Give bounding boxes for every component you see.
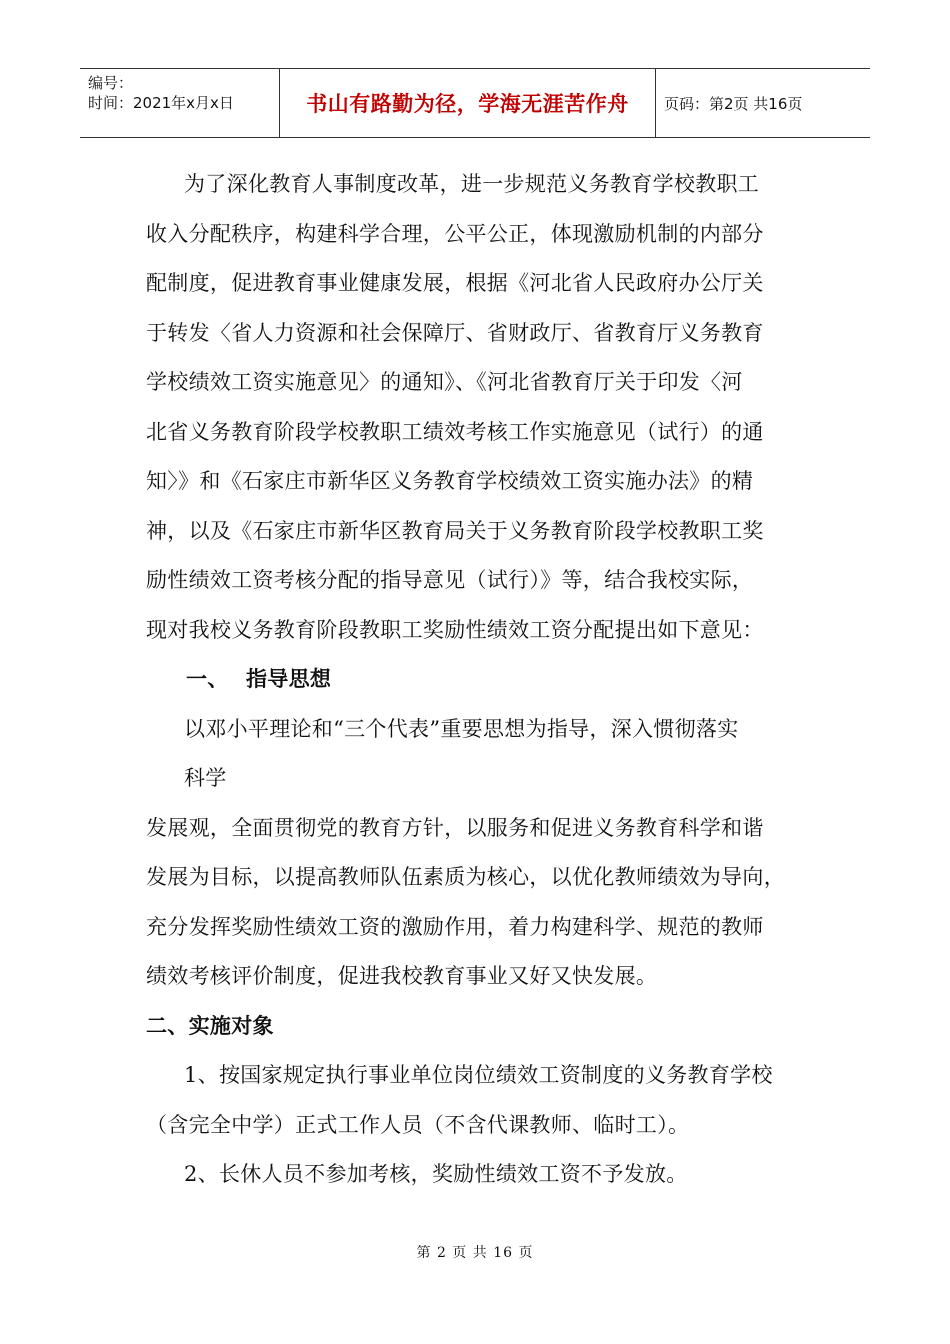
header-motto: 书山有路勤为径，学海无涯苦作舟	[280, 69, 656, 137]
para1-line: 励性绩效工资考核分配的指导意见（试行）》等，结合我校实际，	[146, 568, 754, 592]
para1-line: 知〉》和《石家庄市新华区义务教育学校绩效工资实施办法》的精	[146, 469, 754, 493]
para2-line: 发展为目标，以提高教师队伍素质为核心，以优化教师绩效为导向，	[146, 865, 785, 889]
item1-line: （含完全中学）正式工作人员（不含代课教师、临时工）。	[146, 1112, 690, 1137]
para1-line: 于转发〈省人力资源和社会保障厅、省财政厅、省教育厅义务教育	[146, 320, 764, 345]
page-footer: 第 2 页 共 16 页	[416, 1245, 534, 1261]
para1-line: 北省义务教育阶段学校教职工绩效考核工作实施意见（试行）的通	[146, 419, 764, 444]
code-label: 编号：	[88, 74, 134, 92]
para1-line: 学校绩效工资实施意见〉的通知》、《河北省教育厅关于印发〈河	[146, 370, 743, 394]
para1-line: 配制度，促进教育事业健康发展，根据《河北省人民政府办公厅关	[146, 271, 764, 295]
header-page-info: 页码：第2页 共16页	[664, 94, 803, 113]
section-heading-1	[146, 655, 814, 705]
para2-line: 绩效考核评价制度，促进我校教育事业又好又快发展。	[146, 964, 658, 988]
para2-line: 充分发挥奖励性绩效工资的激励作用，着力构建科学、规范的教师	[146, 914, 764, 939]
para1-line: 现对我校义务教育阶段教职工奖励性绩效工资分配提出如下意见：	[146, 617, 764, 642]
para2-line: 发展观，全面贯彻党的教育方针，以服务和促进义务教育科学和谐	[146, 815, 764, 840]
page-header	[80, 68, 870, 138]
section-title: 指导思想	[246, 667, 332, 691]
item1-line: 1、按国家规定执行事业单位岗位绩效工资制度的义务教育学校	[184, 1063, 773, 1087]
header-meta	[80, 69, 280, 137]
time-label: 时间：2021年x月x日	[88, 94, 234, 112]
item2-line: 2、长休人员不参加考核，奖励性绩效工资不予发放。	[184, 1162, 688, 1186]
para1-line: 为了深化教育人事制度改革，进一步规范义务教育学校教职工	[184, 172, 760, 196]
section-number: 一、	[186, 667, 229, 691]
document-body	[146, 160, 814, 1200]
para2-line: 科学	[184, 766, 227, 790]
section-heading-2: 二、实施对象	[146, 1013, 274, 1038]
para2-line: 以邓小平理论和“三个代表”重要思想为指导，深入惯彻落实	[184, 716, 739, 741]
para1-line: 神，以及《石家庄市新华区教育局关于义务教育阶段学校教职工奖	[146, 518, 764, 543]
para1-line: 收入分配秩序，构建科学合理，公平公正，体现激励机制的内部分	[146, 221, 764, 246]
